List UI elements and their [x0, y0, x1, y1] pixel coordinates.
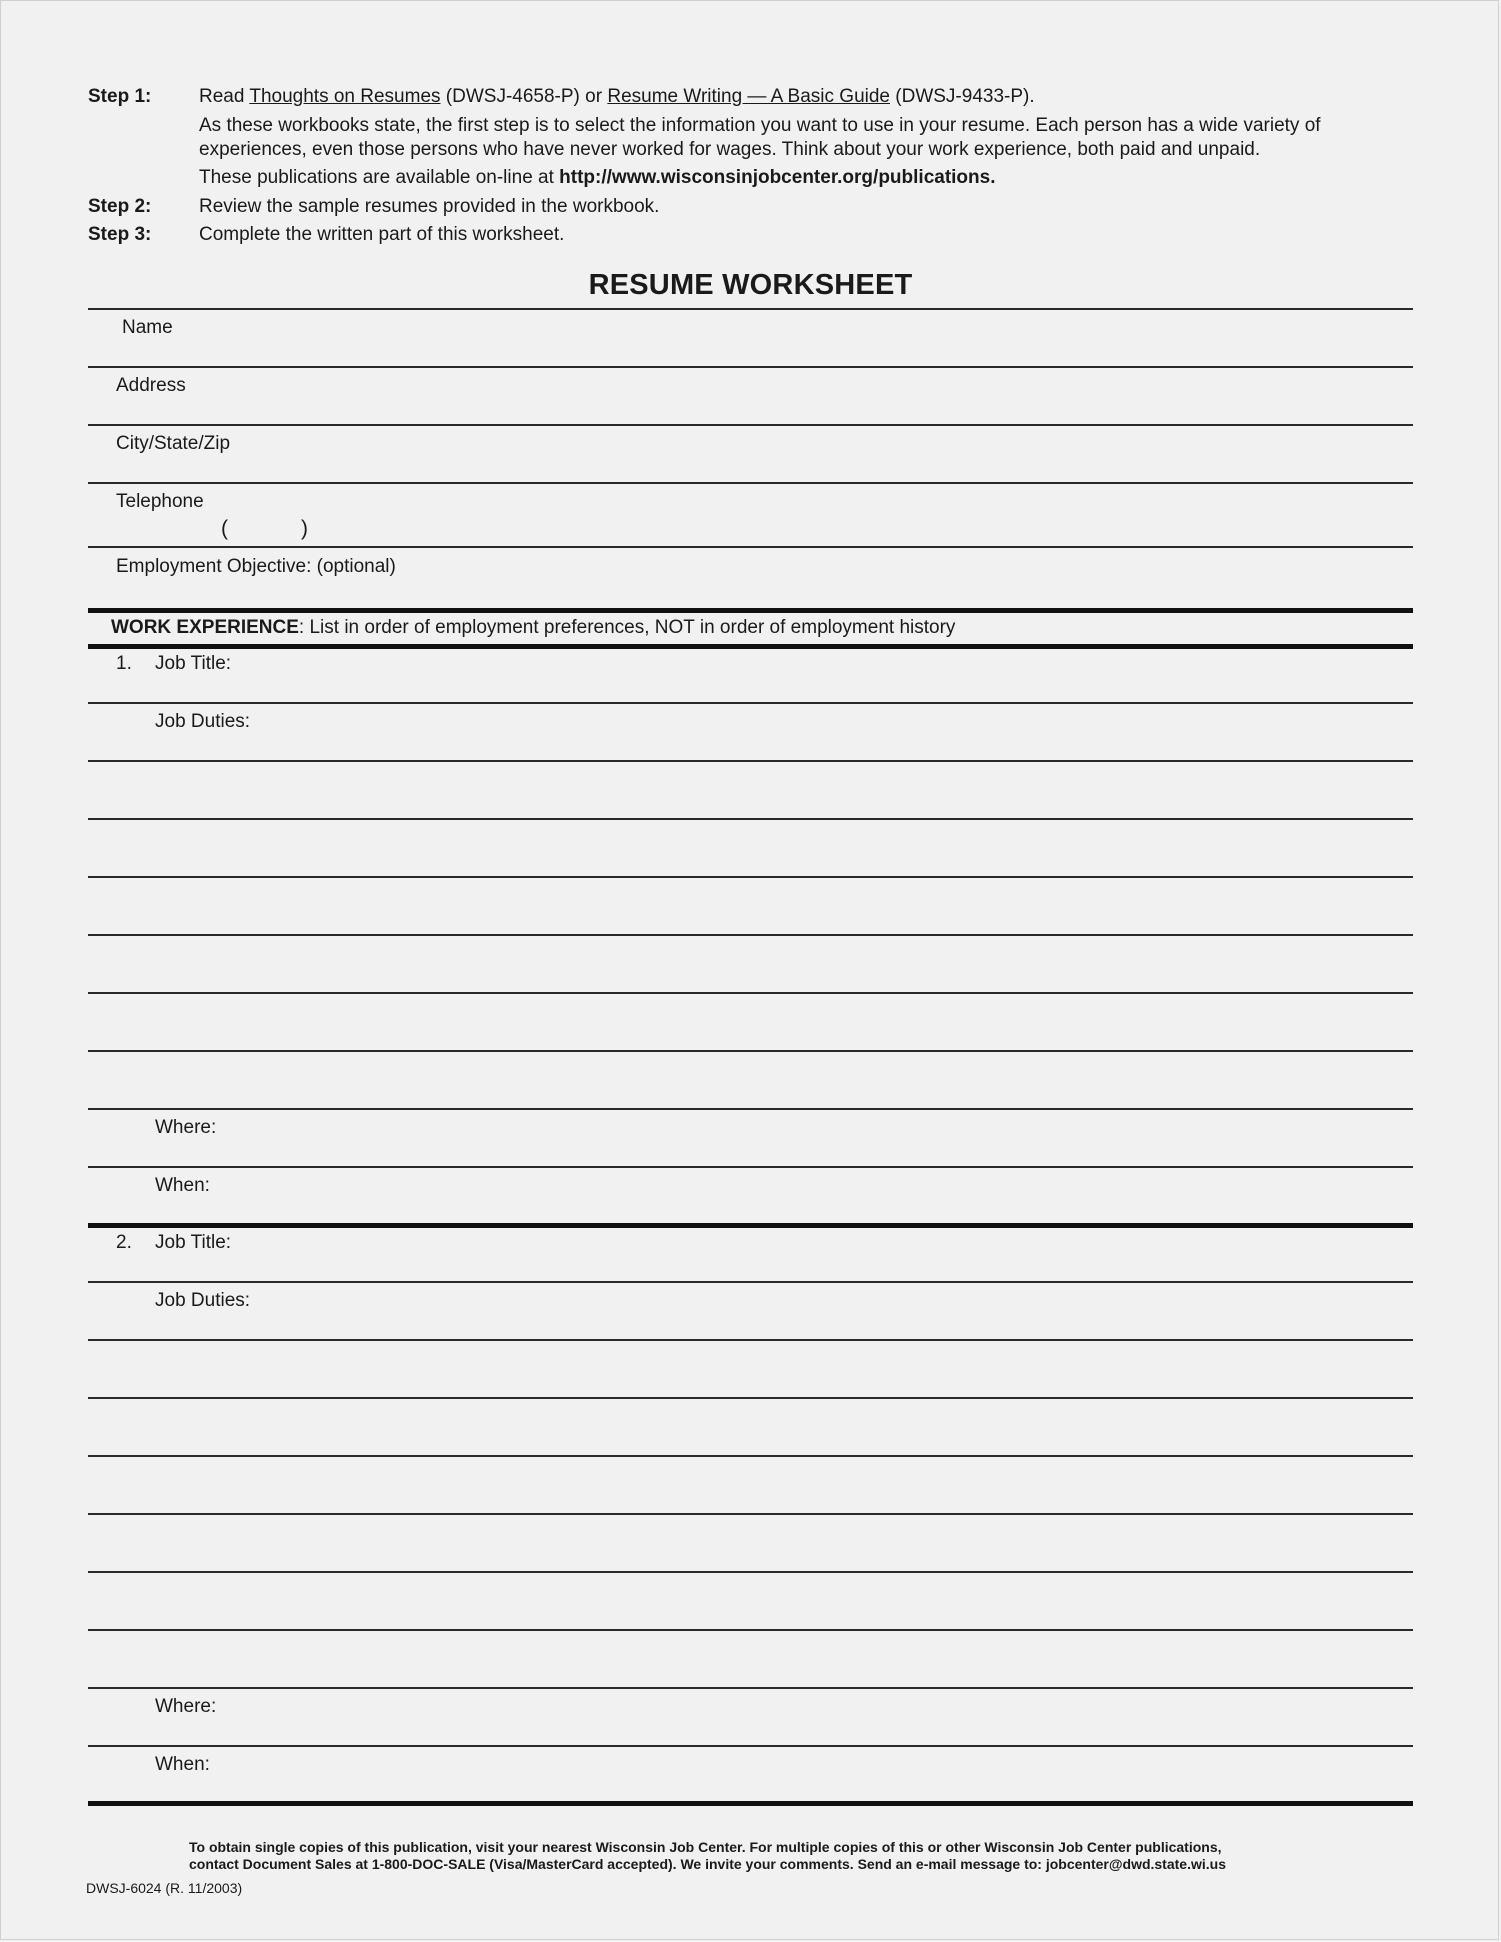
name-line[interactable]: [88, 366, 1413, 368]
job-2-duties-label: Job Duties:: [155, 1290, 251, 1311]
job-2-duties-line[interactable]: [88, 1455, 1413, 1457]
job-2-duties-line[interactable]: [88, 1629, 1413, 1631]
step-1-read: Read: [199, 86, 250, 107]
work-experience-heading: [111, 617, 955, 639]
job-2-where-label: Where:: [155, 1696, 217, 1717]
step-2-text: Review the sample resumes provided in the workbook.: [199, 196, 660, 217]
step-1-label: Step 1:: [88, 86, 152, 107]
job-2-where-line[interactable]: [88, 1745, 1413, 1747]
job-1-duties-line[interactable]: [88, 760, 1413, 762]
step-1-line-4: [199, 167, 996, 189]
telephone-label: Telephone: [116, 491, 204, 512]
area-code-close-paren: ): [301, 517, 308, 540]
step-1-suffix: (DWSJ-9433-P).: [890, 86, 1035, 107]
footer-line-2: contact Document Sales at 1-800-DOC-SALE (Visa/MasterCard accepted). We invite your comments. Send an e-mail message to: jobcenter@dwd.state.wi.us: [189, 1856, 1226, 1872]
job-2-title-line[interactable]: [88, 1281, 1413, 1283]
form-id: DWSJ-6024 (R. 11/2003): [86, 1880, 243, 1896]
job-1-duties-line[interactable]: [88, 1108, 1413, 1110]
rule-top: [88, 308, 1413, 310]
city-state-zip-line[interactable]: [88, 482, 1413, 484]
work-experience-bottom-rule: [88, 644, 1413, 649]
address-line[interactable]: [88, 424, 1413, 426]
job-1-title-line[interactable]: [88, 702, 1413, 704]
job-1-duties-line[interactable]: [88, 818, 1413, 820]
job-1-title-label: Job Title:: [155, 653, 232, 674]
step-1-online-text: These publications are available on-line at: [199, 167, 560, 188]
objective-label: Employment Objective: (optional): [116, 556, 396, 577]
job-1-duties-line[interactable]: [88, 934, 1413, 936]
job-2-when-label: When:: [155, 1754, 210, 1775]
job-1-number: 1.: [116, 653, 132, 674]
job-1-duties-line[interactable]: [88, 1050, 1413, 1052]
telephone-line[interactable]: [88, 546, 1413, 548]
job-2-duties-line[interactable]: [88, 1571, 1413, 1573]
job-1-duties-line[interactable]: [88, 876, 1413, 878]
work-experience-top-rule: [88, 608, 1413, 613]
job-2-number: 2.: [116, 1232, 132, 1253]
step-3-text: Complete the written part of this worksheet.: [199, 224, 565, 245]
page-title: RESUME WORKSHEET: [588, 269, 913, 301]
job-1-end-rule: [88, 1223, 1413, 1228]
job-2-end-rule: [88, 1801, 1413, 1806]
step-2-label: Step 2:: [88, 196, 152, 217]
address-label: Address: [116, 375, 186, 396]
step-1-line-1: [199, 86, 1035, 108]
step-1-mid: (DWSJ-4658-P) or: [440, 86, 608, 107]
job-1-when-label: When:: [155, 1175, 210, 1196]
job-1-duties-line[interactable]: [88, 992, 1413, 994]
publications-url: http://www.wisconsinjobcenter.org/publications.: [559, 167, 996, 188]
area-code-open-paren: (: [221, 517, 228, 540]
job-1-duties-label: Job Duties:: [155, 711, 251, 732]
name-label: Name: [122, 317, 173, 338]
step-1-line-3: experiences, even those persons who have never worked for wages. Think about your work experience, both paid and unpaid.: [199, 139, 1261, 160]
book-resume-writing: Resume Writing — A Basic Guide: [607, 86, 890, 107]
job-2-title-label: Job Title:: [155, 1232, 232, 1253]
city-state-zip-label: City/State/Zip: [116, 433, 231, 454]
work-experience-title: WORK EXPERIENCE: [111, 617, 299, 638]
job-2-duties-line[interactable]: [88, 1397, 1413, 1399]
job-2-duties-line[interactable]: [88, 1339, 1413, 1341]
job-2-duties-line[interactable]: [88, 1513, 1413, 1515]
work-experience-instructions: : List in order of employment preferences, NOT in order of employment history: [298, 617, 956, 638]
footer-line-1: To obtain single copies of this publication, visit your nearest Wisconsin Job Center. For multiple copies of this or other Wisconsin Job Center publications,: [189, 1839, 1222, 1855]
step-1-line-2: As these workbooks state, the first step is to select the information you want to use in your resume. Each person has a wide variety of: [199, 115, 1321, 136]
job-2-duties-line[interactable]: [88, 1687, 1413, 1689]
job-1-where-line[interactable]: [88, 1166, 1413, 1168]
step-3-label: Step 3:: [88, 224, 152, 245]
book-thoughts-on-resumes: Thoughts on Resumes: [249, 86, 441, 107]
job-1-where-label: Where:: [155, 1117, 217, 1138]
